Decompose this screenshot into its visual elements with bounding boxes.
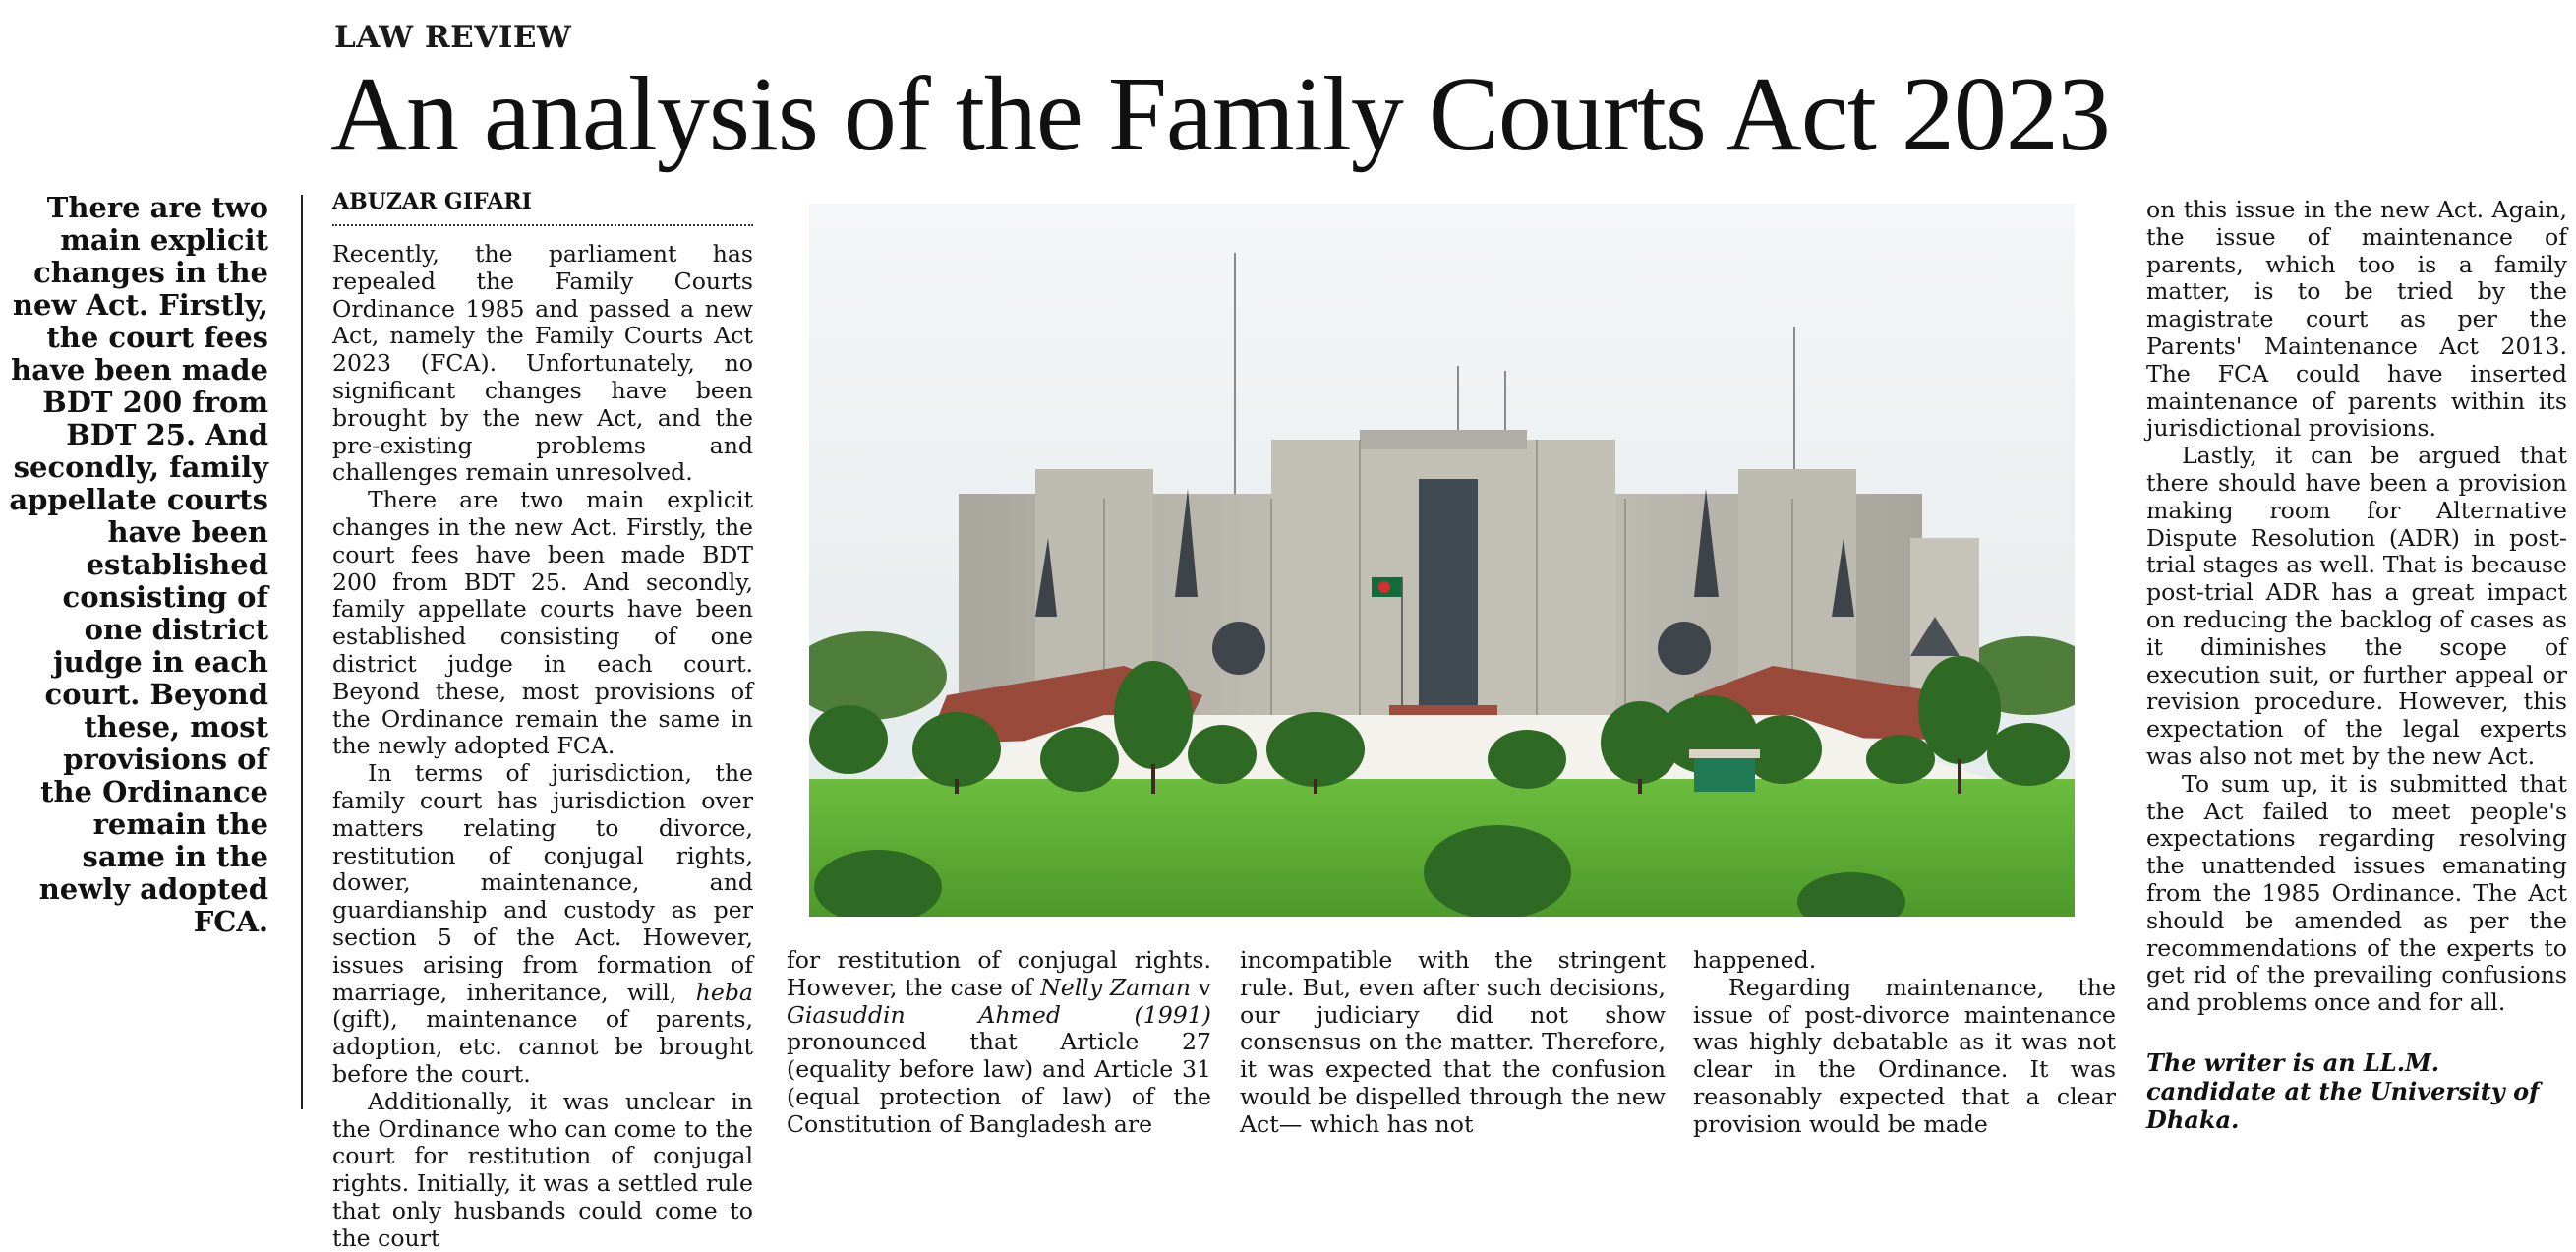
section-label: LAW REVIEW: [334, 20, 572, 55]
article-column-2: [787, 947, 1211, 1139]
author-note: The writer is an LL.M. candidate at the University of Dhaka.: [2146, 1048, 2540, 1134]
paragraph: Additionally, it was unclear in the Ordinance who can come to the court for restitution of conjugal rights. Initially, it was a settled rule that only husbands could come to the court: [332, 1087, 753, 1252]
paragraph: Regarding maintenance, the issue of post-divorce maintenance was highly debatable as it was not clear in the Ordinance. It was reasonably expected that a clear provision would be made: [1693, 973, 2116, 1138]
pull-quote: There are two main explicit changes in the new Act. Firstly, the court fees have been made BDT 200 from BDT 25. And secondly, family appellate courts have been established consisting of one district judge in each court. Beyond these, most provisions of the Ordinance remain the same in the newly adopted FCA.: [9, 191, 268, 938]
byline: ABUZAR GIFARI: [332, 189, 753, 226]
article-column-3: [1240, 947, 1666, 1139]
paragraph: To sum up, it is submitted that the Act failed to meet people's expectations regarding resolving the unattended issues emanating from the 1985 Ordinance. The Act should be amended as per the recommendations of the experts to get rid of the prevailing confusions and problems once and for all.: [2146, 769, 2567, 1017]
article-column-1: [332, 241, 753, 1252]
article-column-5: [2146, 197, 2567, 1017]
case-name: Nelly Zaman: [1040, 973, 1191, 1001]
parliament-photo: [809, 204, 2075, 917]
paragraph: Lastly, it can be argued that there should have been a provision making room for Alternative Dispute Resolution (ADR) in post-trial stages as well. That is because post-trial ADR has a great impact on reducing the backlog of cases as it diminishes the scope of execution suit, or further appeal or revision procedure. However, this expectation of the legal experts was also not met by the new Act.: [2146, 442, 2567, 770]
article-column-4: [1693, 947, 2116, 1139]
italic-term: heba: [695, 978, 753, 1006]
paragraph: happened.: [1693, 946, 1817, 974]
paragraph: Recently, the parliament has repealed the Family Courts Ordinance 1985 and passed a new Act, namely the Family Courts Act 2023 (FCA). Unfortunately, no significant changes have been brought by the new Act, and the pre-existing problems and challenges remain unresolved.: [332, 240, 753, 487]
paragraph: on this issue in the new Act. Again, the issue of maintenance of parents, which too is a family matter, is to be tried by the magistrate court as per the Parents' Maintenance Act 2013. The FCA could have inserted maintenance of parents within its jurisdictional provisions.: [2146, 196, 2567, 443]
paragraph: There are two main explicit changes in the new Act. Firstly, the court fees have been made BDT 200 from BDT 25. And secondly, family appellate courts have been established consisting of one district judge in each court. Beyond these, most provisions of the Ordinance remain the same in the newly adopted FCA.: [332, 486, 753, 760]
headline: An analysis of the Family Courts Act 2023: [330, 56, 2110, 173]
case-name: Giasuddin Ahmed (1991): [787, 1000, 1211, 1029]
paragraph: for restitution of conjugal rights. However, the case of Nelly Zaman v Giasuddin Ahmed (1991) pronounced that Article 27 (equality before law) and Article 31 (equal protection of law) of the Constitution of Bangladesh are: [787, 946, 1211, 1138]
paragraph: In terms of jurisdiction, the family court has jurisdiction over matters relating to divorce, restitution of conjugal rights, dower, maintenance, and guardianship and custody as per section 5 of the Act. However, issues arising from formation of marriage, inheritance, will, heba (gift), maintenance of parents, adoption, etc. cannot be brought before the court.: [332, 759, 753, 1088]
column-divider: [301, 195, 303, 1109]
paragraph: incompatible with the stringent rule. But, even after such decisions, our judiciary did not show consensus on the matter. Therefore, it was expected that the confusion would be dispelled through the new Act— which has not: [1240, 946, 1666, 1138]
